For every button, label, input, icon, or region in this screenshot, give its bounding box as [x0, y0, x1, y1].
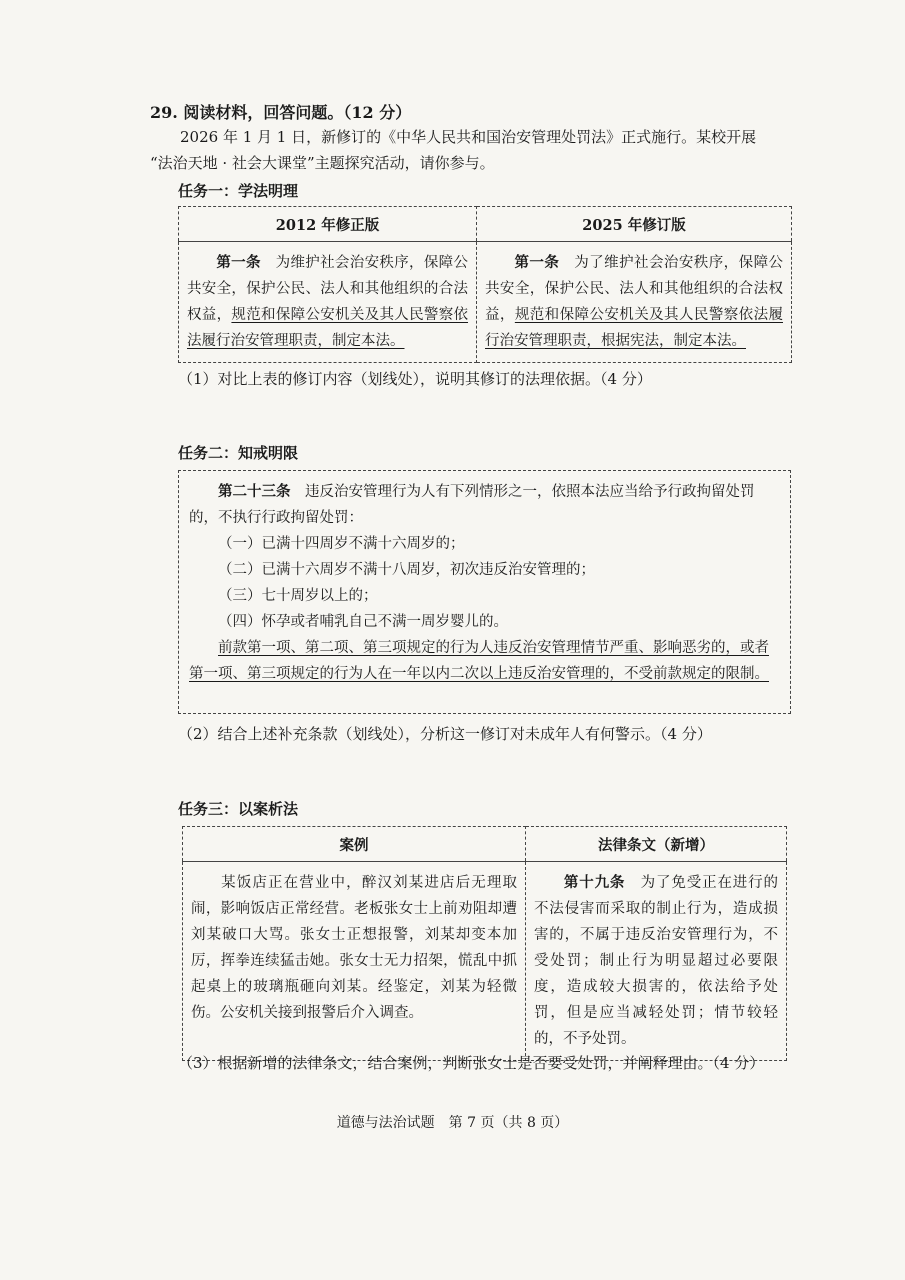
task2-supplement: 前款第一项、第二项、第三项规定的行为人违反治安管理情节严重、影响恶劣的，或者第一项、第三项规定的行为人在一年以内二次以上违反治安管理的，不受前款规定的限制。	[189, 640, 769, 682]
task3-case-table	[182, 826, 787, 1061]
task3-law-cell	[526, 862, 787, 1061]
task3-question: （3）根据新增的法律条文，结合案例，判断张女士是否要受处罚，并阐释理由。（4 分）	[178, 1054, 765, 1072]
task1-left-header: 2012 年修正版	[179, 207, 477, 242]
task3-law-text: 为了免受正在进行的不法侵害而采取的制止行为，造成损害的，不属于违反治安管理行为，不受处罚；制止行为明显超过必要限度，造成较大损害的，依法给予处罚，但是应当减轻处罚；情节较轻的，不予处罚。	[534, 875, 779, 1047]
task1-left-cell	[179, 242, 477, 363]
task1-right-article: 第一条	[514, 254, 560, 271]
question-title: 29. 阅读材料，回答问题。（12 分）	[150, 103, 412, 122]
page-footer: 道德与法治试题 第 7 页（共 8 页）	[336, 1115, 569, 1131]
task2-item-4: （四）怀孕或者哺乳自己不满一周岁婴儿的。	[218, 614, 508, 630]
question-intro	[150, 124, 795, 176]
task3-case-text: 某饭店正在营业中，醉汉刘某进店后无理取闹，影响饭店正常经营。老板张女士上前劝阻却遭刘某破口大骂。张女士正想报警，刘某却变本加厉，挥拳连续猛击她。张女士无力招架，慌乱中抓起桌上的玻璃瓶砸向刘某。经鉴定，刘某为轻微伤。公安机关接到报警后介入调查。	[191, 875, 517, 1021]
task1-right-text: 为了维护社会治安秩序，保障公共安全，保护公民、法人和其他组织的合法权益，	[485, 255, 784, 323]
task1-right-cell	[477, 242, 792, 363]
task1-question: （1）对比上表的修订内容（划线处），说明其修订的法理依据。（4 分）	[178, 370, 652, 388]
task2-item-3: （三）七十周岁以上的；	[218, 588, 378, 604]
task3-case-cell	[183, 862, 526, 1061]
task1-left-underlined: 规范和保障公安机关及其人民警察依法履行治安管理职责，制定本法。	[187, 307, 469, 349]
task2-item-1: （一）已满十四周岁不满十六周岁的；	[218, 536, 465, 552]
task1-right-underlined: 规范和保障公安机关及其人民警察依法履行治安管理职责，根据宪法，制定本法。	[485, 307, 783, 349]
task2-title: 任务二：知戒明限	[178, 444, 299, 462]
task1-left-text: 为维护社会治安秩序，保障公共安全，保护公民、法人和其他组织的合法权益，	[187, 255, 469, 323]
intro-line-2: “法治天地 · 社会大课堂”主题探究活动，请你参与。	[150, 154, 495, 172]
task2-article: 第二十三条	[218, 483, 291, 500]
task3-law-article: 第十九条	[563, 874, 626, 891]
task3-right-header: 法律条文（新增）	[526, 827, 787, 862]
task3-left-header: 案例	[183, 827, 526, 862]
task2-question: （2）结合上述补充条款（划线处），分析这一修订对未成年人有何警示。（4 分）	[178, 725, 712, 743]
task1-left-article: 第一条	[216, 254, 261, 271]
task1-right-header: 2025 年修订版	[477, 207, 792, 242]
task1-title: 任务一：学法明理	[178, 182, 299, 200]
intro-line-1: 2026 年 1 月 1 日，新修订的《中华人民共和国治安管理处罚法》正式施行。某校开展	[180, 128, 757, 146]
task1-comparison-table	[178, 206, 792, 363]
task2-item-2: （二）已满十六周岁不满十八周岁，初次违反治安管理的；	[218, 562, 595, 578]
task3-title: 任务三：以案析法	[178, 800, 299, 818]
task2-article-box	[178, 470, 791, 714]
task2-article-text: 违反治安管理行为人有下列情形之一，依照本法应当给予行政拘留处罚的，不执行行政拘留处罚：	[189, 484, 755, 526]
